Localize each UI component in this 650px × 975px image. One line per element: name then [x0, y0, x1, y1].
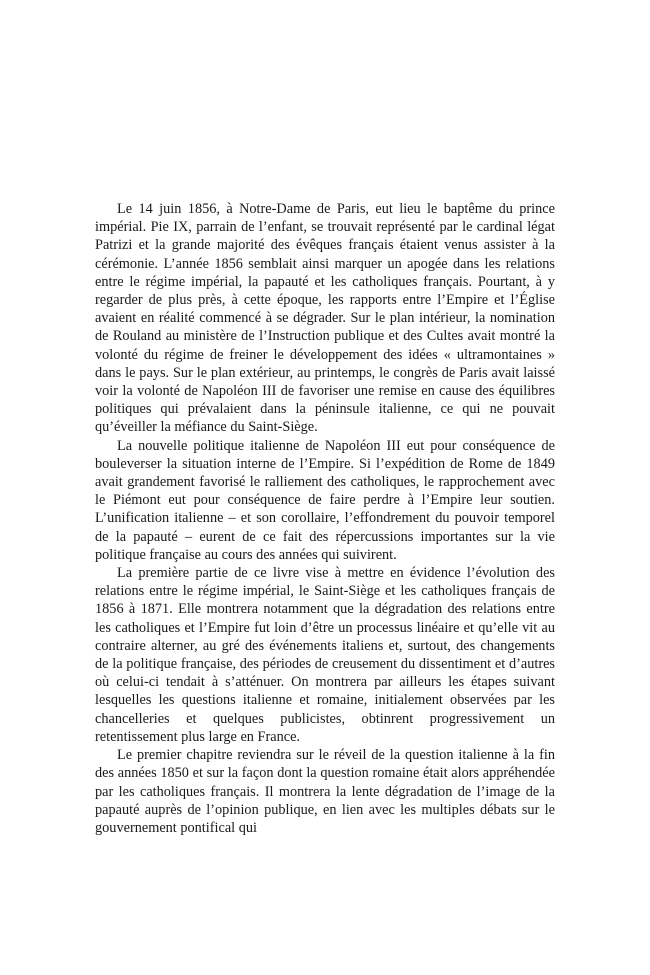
paragraph-4: Le premier chapitre reviendra sur le réveil de la question italienne à la fin des années 1850 et sur la façon dont la question romaine était alors appréhendée par les catholiques français. Il montrera la lente dégradation de l’image de la papauté auprès de l’opinion publique, en lien avec les multiples débats sur le gouvernement pontifical qui [95, 747, 555, 836]
paragraph-2: La nouvelle politique italienne de Napoléon III eut pour conséquence de bouleverser la situation interne de l’Empire. Si l’expédition de Rome de 1849 avait grandement favorisé le ralliement des catholiques, le rapprochement avec le Piémont eut pour conséquence de faire perdre à l’Empire leur soutien. L’unification italienne – et son corollaire, l’effondrement du pouvoir temporel de la papauté – eurent de ce fait des répercussions importantes sur la vie politique française au cours des années qui suivirent. [95, 437, 555, 563]
paragraph-3: La première partie de ce livre vise à mettre en évidence l’évolution des relations entre le régime impérial, le Saint-Siège et les catholiques français de 1856 à 1871. Elle montrera notamment que la dégradation des relations entre les catholiques et l’Empire fut loin d’être un processus linéaire et qu’elle vit au contraire alterner, au gré des événements italiens et, surtout, des changements de la politique française, des périodes de creusement du dissentiment et d’autres où celui-ci tendait à s’atténuer. On montrera par ailleurs les étapes suivant lesquelles les questions italienne et romaine, initialement observées par les chancelleries et quelques publicistes, obtinrent progressivement un retentissement plus large en France. [95, 565, 555, 745]
page-body [95, 200, 555, 837]
paragraph-1: Le 14 juin 1856, à Notre-Dame de Paris, eut lieu le baptême du prince impérial. Pie IX, parrain de l’enfant, se trouvait représenté par le cardinal légat Patrizi et la grande majorité des évêques français étaient venus assister à la cérémonie. L’année 1856 semblait ainsi marquer un apogée dans les relations entre le régime impérial, la papauté et les catholiques français. Pourtant, à y regarder de plus près, à cette époque, les rapports entre l’Empire et l’Église avaient en réalité commencé à se dégrader. Sur le plan intérieur, la nomination de Rouland au ministère de l’Instruction publique et des Cultes avait montré la volonté du régime de freiner le développement des idées « ultramontaines » dans le pays. Sur le plan extérieur, au printemps, le congrès de Paris avait laissé voir la volonté de Napoléon III de favoriser une remise en cause des équilibres politiques qui prévalaient dans la péninsule italienne, ce qui ne pouvait qu’éveiller la méfiance du Saint-Siège. [95, 201, 555, 436]
